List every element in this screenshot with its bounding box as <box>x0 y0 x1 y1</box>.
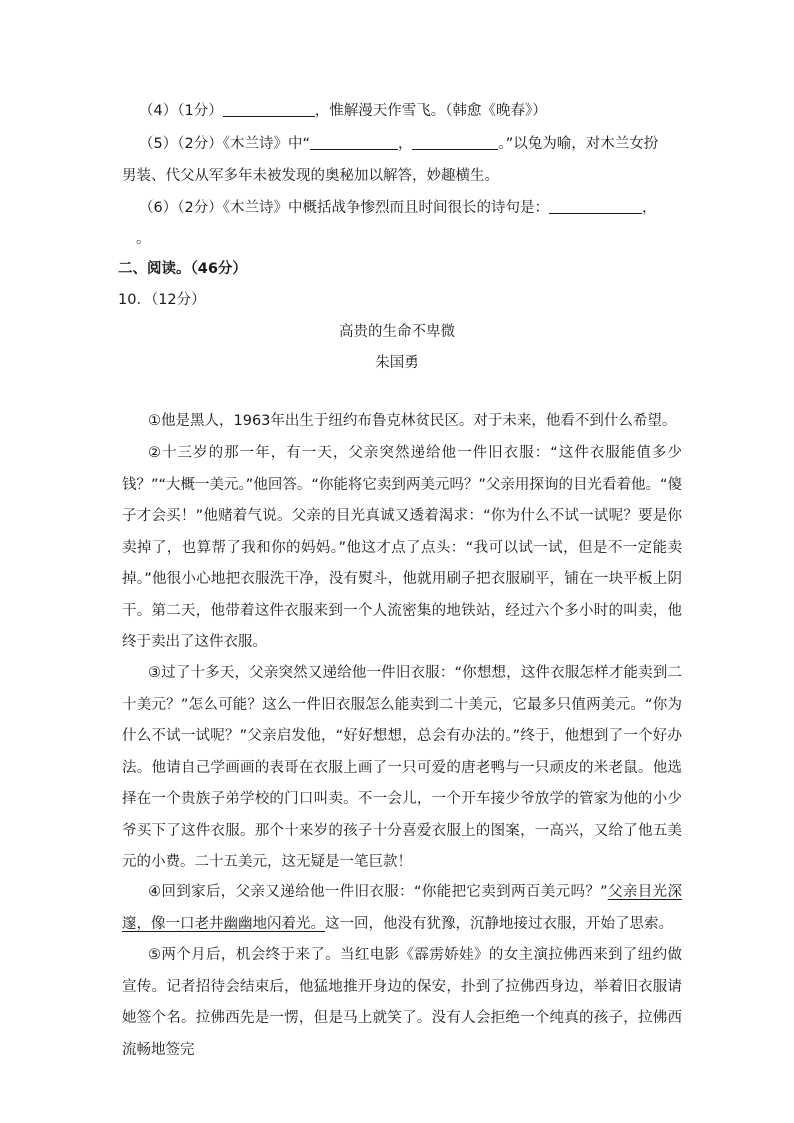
question-6-suffix: ， <box>641 200 657 216</box>
paragraph-2: ②十三岁的那一年，有一天，父亲突然递给他一件旧衣服：“这件衣服能值多少钱？”“大概一美元。”他回答。“你能将它卖到两美元吗？”父亲用探询的目光看着他。“傻子才会买！”他赌着气说。父亲的目光真诚又透着渴求：“你为什么不试一试呢？要是你卖掉了，也算帮了我和你的妈妈。”他这才点了点头：“我可以试一试，但是不一定能卖掉。”他很小心地把衣服洗干净，没有熨斗，他就用刷子把衣服刷平，铺在一块平板上阴干。第二天，他带着这件衣服来到一个人流密集的地铁站，经过六个多小时的叫卖，他终于卖出了这件衣服。 <box>122 445 682 650</box>
answer-blank[interactable] <box>122 231 136 245</box>
question-6-line-2 <box>122 229 151 249</box>
article-title: 高贵的生命不卑微 <box>339 324 455 340</box>
article-author: 朱国勇 <box>375 355 419 371</box>
question-4-suffix: ，惟解漫天作雪飞。（韩愈《晚春》） <box>314 103 547 119</box>
question-4-prefix: （4）（1分） <box>139 103 223 119</box>
question-6-end: 。 <box>136 231 151 247</box>
question-5 <box>139 134 658 154</box>
answer-blank[interactable] <box>412 135 498 150</box>
paragraph-4-start: ④回到家后，父亲又递给他一件旧衣服：“你能把它卖到两百美元吗？” <box>148 884 608 900</box>
answer-blank[interactable] <box>223 102 315 117</box>
underlined-sentence: 父亲目光深邃，像一口老井幽幽地闪着光。 <box>122 884 682 932</box>
paragraph-1: ①他是黑人，1963年出生于纽约布鲁克林贫民区。对于未来，他看不到什么希望。 <box>148 413 677 429</box>
question-5-separator: ， <box>397 136 413 152</box>
answer-blank[interactable] <box>310 135 398 150</box>
question-5-prefix: （5）（2分）《木兰诗》中“ <box>139 136 310 152</box>
section-heading: 二、阅读。（46分） <box>118 261 247 277</box>
paragraph-5: ⑤两个月后，机会终于来了。当红电影《霹雳娇娃》的女主演拉佛西来到了纽约做宣传。记者招待会结束后，他猛地推开身边的保安，扑到了拉佛西身边，举着旧衣服请她签个名。拉佛西先是一愣，但是马上就笑了。没有人会拒绝一个纯真的孩子，拉佛西流畅地签完 <box>122 947 682 1058</box>
question-6-prefix: （6）（2分）《木兰诗》中概括战争惨烈而且时间很长的诗句是： <box>139 200 549 216</box>
paragraph-4-end: 这一回，他没有犹豫，沉静地接过衣服，开始了思索。 <box>325 915 673 932</box>
question-10-label: 10．（12分） <box>118 292 206 308</box>
answer-blank[interactable] <box>549 199 642 214</box>
paragraph-4 <box>122 877 682 940</box>
question-4 <box>139 101 547 121</box>
question-6 <box>139 198 656 218</box>
paragraph-3: ③过了十多天，父亲突然又递给他一件旧衣服：“你想想，这件衣服怎样才能卖到二十美元？”怎么可能？这么一件旧衣服怎么能卖到二十美元，它最多只值两美元。“你为什么不试一试呢？”父亲启发他，“好好想想，总会有办法的。”终于，他想到了一个好办法。他请自己学画画的表哥在衣服上画了一只可爱的唐老鸭与一只顽皮的米老鼠。他选择在一个贵族子弟学校的门口叫卖。不一会儿，一个开车接少爷放学的管家为他的小少爷买下了这件衣服。那个十来岁的孩子十分喜爱衣服上的图案，一高兴，又给了他五美元的小费。二十五美元，这无疑是一笔巨款！ <box>122 665 682 870</box>
question-5-line-2: 男装、代父从军多年未被发现的奥秘加以解答，妙趣横生。 <box>122 168 499 184</box>
question-5-suffix: 。”以兔为喻，对木兰女扮 <box>498 136 659 152</box>
